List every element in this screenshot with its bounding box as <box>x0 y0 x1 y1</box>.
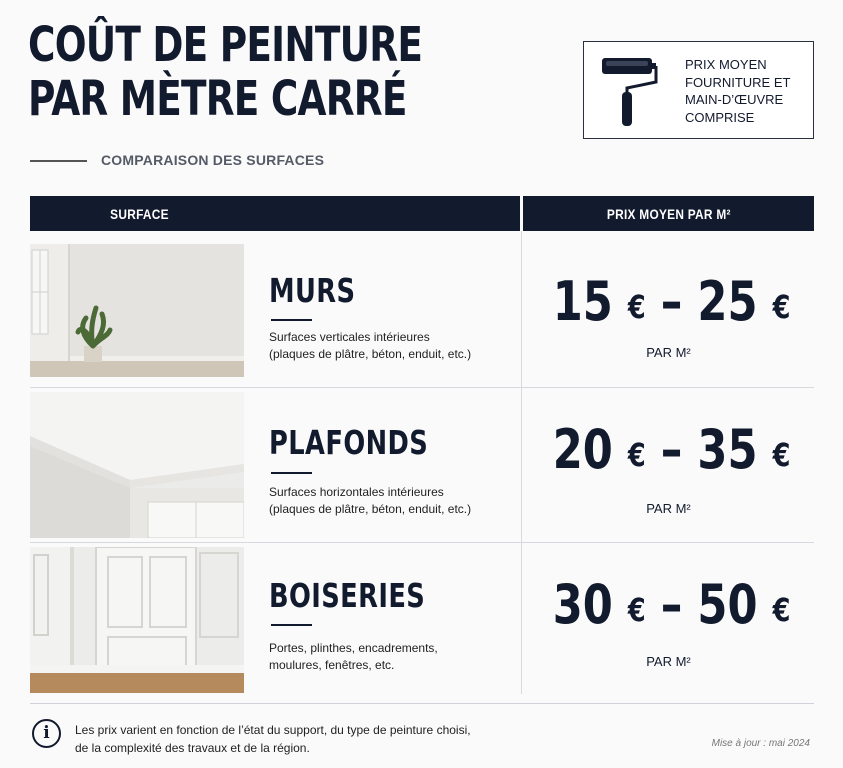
column-header-price-label: PRIX MOYEN PAR M² <box>606 205 731 222</box>
woodwork-image <box>30 547 244 693</box>
currency-symbol: € <box>772 591 791 629</box>
row-separator <box>30 387 814 388</box>
surface-description <box>269 640 438 674</box>
description-line: Portes, plinthes, encadrements, <box>269 641 438 655</box>
price-high: 50 <box>697 573 758 636</box>
price-range <box>523 573 814 636</box>
page-title <box>28 18 422 126</box>
column-header-surface-label: SURFACE <box>110 205 169 222</box>
description-line: moulures, fenêtres, etc. <box>269 658 395 672</box>
paint-roller-icon <box>598 54 660 128</box>
currency-symbol: € <box>772 436 791 474</box>
price-dash: – <box>660 418 683 481</box>
price-dash: – <box>660 270 683 333</box>
subtitle: COMPARAISON DES SURFACES <box>101 152 325 168</box>
surface-description <box>269 329 471 363</box>
surface-name: MURS <box>269 271 356 310</box>
title-line-2: PAR MÈTRE CARRÉ <box>28 71 407 127</box>
price-range <box>523 270 814 333</box>
currency-symbol: € <box>627 288 646 326</box>
price-low: 20 <box>552 418 613 481</box>
note-line: MAIN-D’ŒUVRE <box>685 92 784 107</box>
price-low: 30 <box>552 573 613 636</box>
surface-name: PLAFONDS <box>269 423 429 462</box>
title-line-1: COÛT DE PEINTURE <box>28 17 423 73</box>
price-unit: PAR M² <box>646 345 691 360</box>
description-line: (plaques de plâtre, béton, enduit, etc.) <box>269 347 472 361</box>
note-line: COMPRISE <box>685 109 755 125</box>
column-header-surface <box>30 196 520 231</box>
currency-symbol: € <box>772 288 791 326</box>
price-note-box <box>583 41 814 139</box>
price-dash: – <box>660 573 683 636</box>
price-unit: PAR M² <box>646 654 691 669</box>
ceilings-image <box>30 392 244 538</box>
description-line: Surfaces horizontales intérieures <box>269 485 444 499</box>
footer-note-line: de la complexité des travaux et de la région. <box>75 741 310 755</box>
description-line: Surfaces verticales intérieures <box>269 330 430 344</box>
row-separator <box>30 542 814 543</box>
surface-name: BOISERIES <box>269 576 426 615</box>
price-high: 25 <box>697 270 758 333</box>
last-updated: Mise à jour : mai 2024 <box>711 738 810 749</box>
price-low: 15 <box>552 270 613 333</box>
info-icon: i <box>32 719 61 748</box>
note-line: PRIX MOYEN <box>685 57 767 72</box>
currency-symbol: € <box>627 436 646 474</box>
currency-symbol: € <box>627 591 646 629</box>
walls-image <box>30 244 244 377</box>
name-underline <box>271 624 312 626</box>
table-row-murs <box>30 244 814 378</box>
note-line: FOURNITURE ET <box>685 74 791 90</box>
price-note-text <box>685 56 790 126</box>
price-range <box>523 418 814 481</box>
footer-rule <box>30 703 814 704</box>
name-underline <box>271 319 312 321</box>
name-underline <box>271 472 312 474</box>
table-row-boiseries <box>30 547 814 695</box>
surface-description <box>269 484 471 518</box>
footer-note <box>75 721 471 757</box>
description-line: (plaques de plâtre, béton, enduit, etc.) <box>269 502 472 516</box>
footer-note-line: Les prix varient en fonction de l’état du support, du type de peinture choisi, <box>75 723 471 737</box>
column-header-price <box>523 196 814 231</box>
price-unit: PAR M² <box>646 501 691 516</box>
table-row-plafonds <box>30 392 814 540</box>
subtitle-rule <box>30 160 87 162</box>
price-high: 35 <box>697 418 758 481</box>
